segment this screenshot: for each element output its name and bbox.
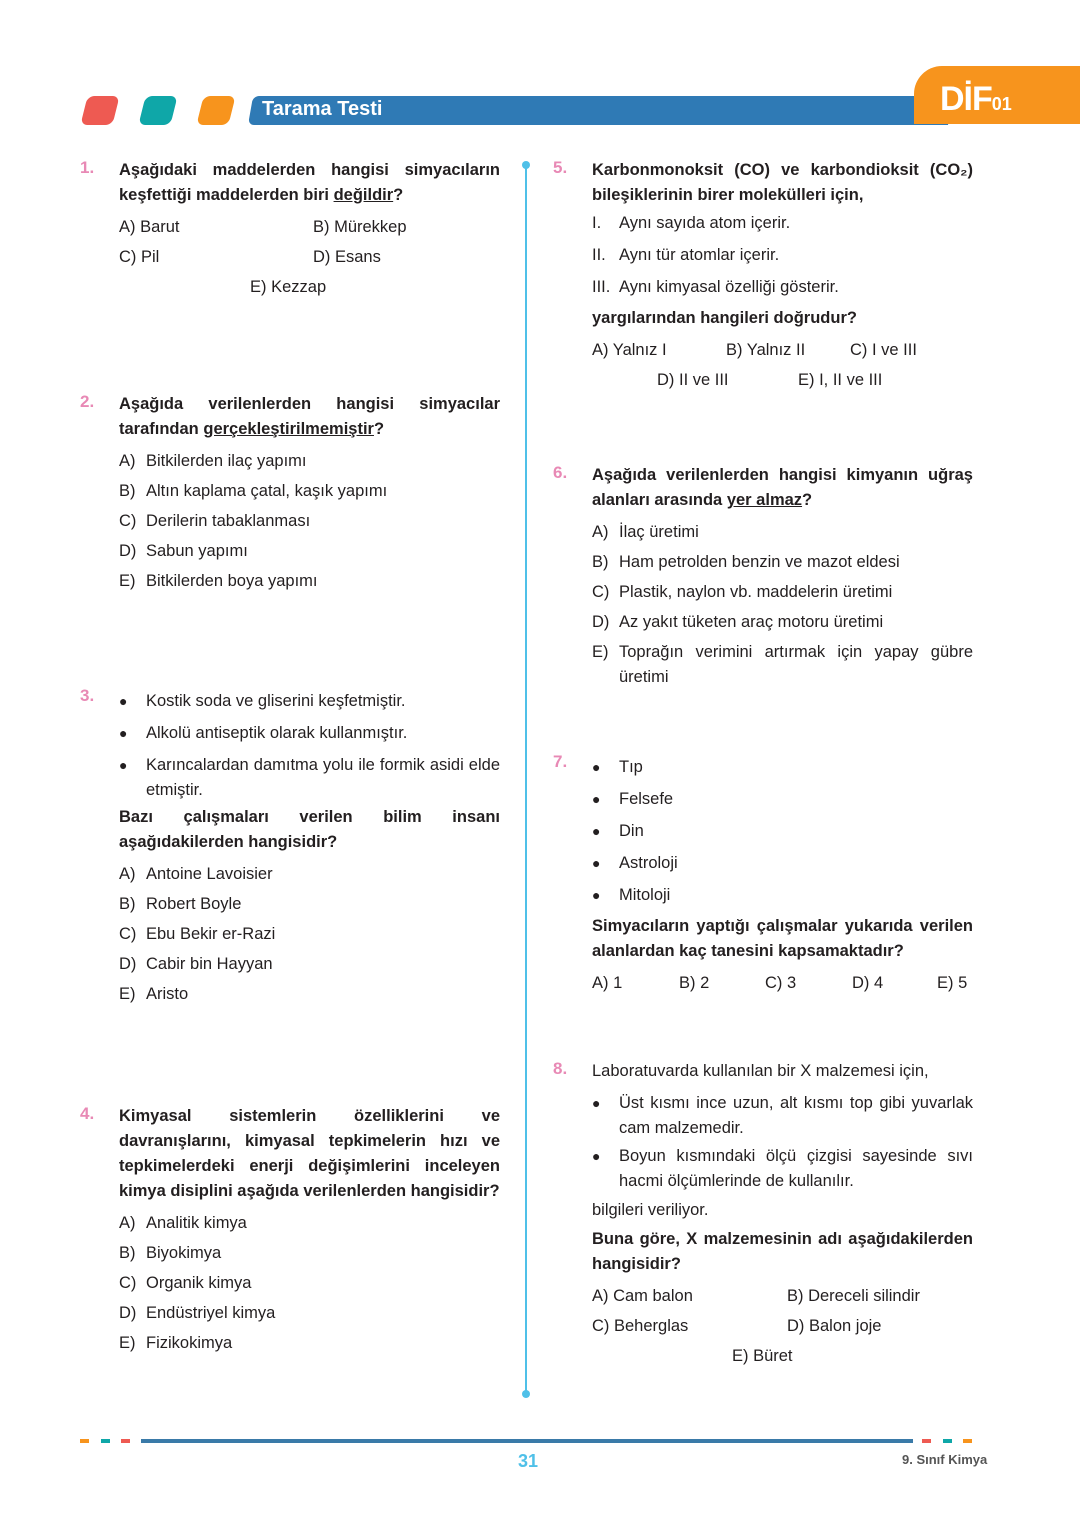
option-text: Az yakıt tüketen araç motoru üretimi bbox=[619, 612, 884, 631]
bullet-text: Boyun kısmındaki ölçü çizgisi sayesinde sıvı hacmi ölçümlerinde de kullanılır. bbox=[619, 1147, 973, 1190]
option-d[interactable] bbox=[119, 949, 500, 979]
option-letter: B) bbox=[119, 894, 136, 913]
option-letter: E) bbox=[119, 571, 136, 590]
option-letter: E) bbox=[119, 1333, 136, 1352]
option-b[interactable] bbox=[119, 1238, 500, 1268]
option-d[interactable]: D) Balon joje bbox=[787, 1317, 882, 1335]
option-row bbox=[119, 212, 500, 242]
option-text: Plastik, naylon vb. maddelerin üretimi bbox=[619, 582, 893, 601]
bullet-icon: ● bbox=[119, 757, 128, 773]
book-title: 9. Sınıf Kimya bbox=[902, 1452, 988, 1467]
option-c[interactable] bbox=[119, 919, 500, 949]
bullet-text: Kostik soda ve gliserini keşfetmiştir. bbox=[146, 692, 406, 710]
question-5 bbox=[592, 158, 973, 395]
question-number: 5. bbox=[553, 158, 568, 177]
stem-text: Aşağıda verilenlerden hangisi kimyanın uğraş alanları arasında bbox=[592, 466, 973, 509]
option-row bbox=[592, 1281, 973, 1311]
option-list bbox=[592, 1281, 973, 1371]
question-stem bbox=[119, 392, 500, 442]
option-e[interactable] bbox=[592, 637, 973, 690]
option-a[interactable]: A) Barut bbox=[119, 218, 180, 236]
option-b[interactable]: B) Mürekkep bbox=[313, 218, 407, 236]
question-prompt: yargılarından hangileri doğrudur? bbox=[592, 309, 857, 327]
option-list bbox=[119, 859, 500, 1009]
bullet-item bbox=[592, 816, 973, 848]
option-letter: A) bbox=[119, 451, 136, 470]
option-a[interactable]: A) 1 bbox=[592, 974, 623, 992]
option-c[interactable] bbox=[592, 577, 973, 607]
option-text: Antoine Lavoisier bbox=[146, 864, 273, 883]
option-e[interactable]: E) I, II ve III bbox=[798, 371, 883, 389]
bullet-text: Din bbox=[619, 822, 644, 840]
bullet-item bbox=[592, 1088, 973, 1141]
bullet-icon: ● bbox=[592, 1148, 601, 1164]
dif-label: DİF bbox=[940, 80, 992, 118]
question-4 bbox=[119, 1104, 500, 1358]
option-e[interactable]: E) Büret bbox=[732, 1347, 793, 1365]
option-letter: E) bbox=[119, 984, 136, 1003]
question-stem bbox=[119, 805, 500, 855]
option-text: Analitik kimya bbox=[146, 1213, 247, 1232]
bullet-item bbox=[592, 784, 973, 816]
bullet-text: Felsefe bbox=[619, 790, 674, 808]
bullet-icon: ● bbox=[119, 693, 128, 709]
option-row bbox=[592, 968, 973, 998]
option-text: Fizikokimya bbox=[146, 1333, 233, 1352]
bullet-icon: ● bbox=[119, 725, 128, 741]
question-number: 3. bbox=[80, 686, 95, 705]
stem-text: Karbonmonoksit (CO) ve karbondioksit (CO₂) bileşiklerinin birer molekülleri için, bbox=[592, 161, 973, 204]
dif-badge-text bbox=[940, 80, 1012, 119]
option-d[interactable] bbox=[119, 536, 500, 566]
statement-numeral: I. bbox=[592, 214, 602, 232]
bullet-icon: ● bbox=[592, 791, 601, 807]
option-e[interactable]: E) Kezzap bbox=[250, 278, 327, 296]
question-number: 2. bbox=[80, 392, 95, 411]
option-list bbox=[119, 1208, 500, 1358]
stem-emphasis: gerçekleştirilmemiştir bbox=[203, 420, 374, 438]
stem-text: Aşağıda verilenlerden hangisi simyacılar tarafından bbox=[119, 395, 500, 438]
option-row bbox=[592, 1341, 973, 1371]
option-letter: A) bbox=[119, 864, 136, 883]
stem-text: Bazı çalışmaları verilen bilim insanı aşağıdakilerden hangisidir? bbox=[119, 808, 500, 851]
option-text: Biyokimya bbox=[146, 1243, 222, 1262]
option-c[interactable] bbox=[119, 506, 500, 536]
option-b[interactable] bbox=[119, 476, 500, 506]
option-letter: A) bbox=[119, 1213, 136, 1232]
option-letter: C) bbox=[119, 511, 137, 530]
option-letter: B) bbox=[119, 481, 136, 500]
question-number: 4. bbox=[80, 1104, 95, 1123]
question-6 bbox=[592, 463, 973, 690]
stem-text: Simyacıların yaptığı çalışmalar yukarıda verilen alanlardan kaç tanesini kapsamaktadır? bbox=[592, 917, 973, 960]
question-intro: Laboratuvarda kullanılan bir X malzemesi için, bbox=[592, 1062, 929, 1080]
stem-text: Aşağıdaki maddelerden hangisi simyacıların keşfettiği maddelerden biri bbox=[119, 161, 500, 204]
option-text: Derilerin tabaklanması bbox=[146, 511, 311, 530]
header-tab-teal bbox=[138, 96, 177, 125]
option-a[interactable]: A) Yalnız I bbox=[592, 341, 667, 359]
option-letter: D) bbox=[119, 1303, 137, 1322]
footer-mark bbox=[101, 1439, 110, 1443]
option-list bbox=[592, 968, 973, 998]
stem-text: Buna göre, X malzemesinin adı aşağıdakilerden hangisidir? bbox=[592, 1230, 973, 1273]
option-list bbox=[592, 335, 973, 395]
footer-mark bbox=[963, 1439, 972, 1443]
option-row bbox=[592, 335, 973, 365]
stem-text: ? bbox=[393, 186, 404, 204]
option-b[interactable]: B) Dereceli silindir bbox=[787, 1287, 920, 1305]
question-stem bbox=[119, 158, 500, 208]
option-text: Organik kimya bbox=[146, 1273, 252, 1292]
question-7 bbox=[592, 752, 973, 998]
option-text: Bitkilerden boya yapımı bbox=[146, 571, 318, 590]
bullet-text: Karıncalardan damıtma yolu ile formik asidi elde etmiştir. bbox=[146, 756, 500, 799]
option-list bbox=[592, 517, 973, 690]
option-c[interactable]: C) I ve III bbox=[850, 341, 917, 359]
option-list bbox=[119, 212, 500, 302]
option-a[interactable] bbox=[592, 517, 973, 547]
option-e[interactable] bbox=[119, 566, 500, 596]
option-text: Toprağın verimini artırmak için yapay gübre üretimi bbox=[619, 643, 973, 686]
option-text: İlaç üretimi bbox=[619, 522, 699, 541]
question-after: bilgileri veriliyor. bbox=[592, 1201, 709, 1219]
option-c[interactable]: C) Beherglas bbox=[592, 1317, 689, 1335]
option-e[interactable]: E) 5 bbox=[937, 974, 968, 992]
divider-dot-top bbox=[522, 161, 530, 169]
option-a[interactable]: A) Cam balon bbox=[592, 1287, 693, 1305]
footer-mark bbox=[121, 1439, 130, 1443]
option-letter: C) bbox=[592, 582, 610, 601]
option-text: Bitkilerden ilaç yapımı bbox=[146, 451, 307, 470]
option-row bbox=[119, 242, 500, 272]
footer-line bbox=[141, 1439, 913, 1443]
footer-mark bbox=[80, 1439, 89, 1443]
question-8 bbox=[592, 1059, 973, 1371]
option-a[interactable] bbox=[119, 859, 500, 889]
option-d[interactable]: D) 4 bbox=[852, 974, 884, 992]
bullet-item bbox=[119, 750, 500, 803]
option-row bbox=[592, 1311, 973, 1341]
option-e[interactable] bbox=[119, 979, 500, 1009]
option-text: Ham petrolden benzin ve mazot eldesi bbox=[619, 552, 900, 571]
bullet-icon: ● bbox=[592, 887, 601, 903]
option-text: Robert Boyle bbox=[146, 894, 242, 913]
stem-emphasis: değildir bbox=[333, 186, 394, 204]
statement bbox=[592, 240, 973, 272]
statement-numeral: III. bbox=[592, 278, 611, 296]
statement-text: Aynı kimyasal özelliği gösterir. bbox=[619, 278, 839, 296]
option-text: Aristo bbox=[146, 984, 189, 1003]
question-number: 7. bbox=[553, 752, 568, 771]
question-2 bbox=[119, 392, 500, 596]
statement-numeral: II. bbox=[592, 246, 606, 264]
option-list bbox=[119, 446, 500, 596]
bullet-text: Tıp bbox=[619, 758, 643, 776]
option-b[interactable] bbox=[592, 547, 973, 577]
page-number: 31 bbox=[518, 1451, 539, 1471]
question-stem bbox=[119, 1104, 500, 1204]
option-letter: A) bbox=[592, 522, 609, 541]
column-divider bbox=[525, 165, 527, 1393]
stem-text: Kimyasal sistemlerin özelliklerini ve davranışlarını, kimyasal tepkimelerin hızı ve tepkimelerdeki enerji değişimlerini inceleyen kimya disiplini aşağıda verilenlerden hangisidir? bbox=[119, 1107, 500, 1200]
option-d[interactable]: D) Esans bbox=[313, 248, 381, 266]
option-text: Altın kaplama çatal, kaşık yapımı bbox=[146, 481, 388, 500]
option-row bbox=[592, 365, 973, 395]
bullet-icon: ● bbox=[592, 759, 601, 775]
option-a[interactable] bbox=[119, 1208, 500, 1238]
stem-text: ? bbox=[802, 491, 813, 509]
footer-mark bbox=[922, 1439, 931, 1443]
option-d[interactable]: D) II ve III bbox=[657, 371, 729, 389]
bullet-item bbox=[592, 880, 973, 912]
header-tab-orange bbox=[196, 96, 235, 125]
statement-text: Aynı sayıda atom içerir. bbox=[619, 214, 791, 232]
bullet-item bbox=[119, 718, 500, 750]
question-stem bbox=[592, 1227, 973, 1277]
footer-mark bbox=[943, 1439, 952, 1443]
bullet-icon: ● bbox=[592, 855, 601, 871]
option-text: Cabir bin Hayyan bbox=[146, 954, 273, 973]
bullet-item bbox=[592, 1141, 973, 1194]
option-text: Endüstriyel kimya bbox=[146, 1303, 276, 1322]
option-letter: D) bbox=[119, 541, 137, 560]
option-row bbox=[119, 272, 500, 302]
option-d[interactable] bbox=[592, 607, 973, 637]
statement-text: Aynı tür atomlar içerir. bbox=[619, 246, 780, 264]
dif-number: 01 bbox=[991, 94, 1012, 114]
question-3 bbox=[119, 686, 500, 1009]
option-text: Ebu Bekir er-Razi bbox=[146, 924, 276, 943]
bullet-text: Astroloji bbox=[619, 854, 678, 872]
option-c[interactable]: C) Pil bbox=[119, 248, 160, 266]
option-d[interactable] bbox=[119, 1298, 500, 1328]
header-tab-red bbox=[80, 96, 119, 125]
bullet-icon: ● bbox=[592, 1095, 601, 1111]
option-b[interactable]: B) 2 bbox=[679, 974, 710, 992]
statement bbox=[592, 208, 973, 240]
option-letter: B) bbox=[592, 552, 609, 571]
option-letter: D) bbox=[592, 612, 610, 631]
option-c[interactable] bbox=[119, 1268, 500, 1298]
bullet-text: Üst kısmı ince uzun, alt kısmı top gibi yuvarlak cam malzemedir. bbox=[619, 1094, 973, 1137]
bullet-item bbox=[592, 752, 973, 784]
stem-text: ? bbox=[373, 420, 385, 438]
option-letter: B) bbox=[119, 1243, 136, 1262]
bullet-item bbox=[119, 686, 500, 718]
option-a[interactable] bbox=[119, 446, 500, 476]
question-stem bbox=[592, 463, 973, 513]
option-text: Sabun yapımı bbox=[146, 541, 248, 560]
option-letter: C) bbox=[119, 1273, 137, 1292]
page-title: Tarama Testi bbox=[262, 98, 383, 120]
option-b[interactable]: B) Yalnız II bbox=[726, 341, 806, 359]
option-c[interactable]: C) 3 bbox=[765, 974, 797, 992]
question-number: 8. bbox=[553, 1059, 568, 1078]
question-1 bbox=[119, 158, 500, 302]
question-stem bbox=[592, 158, 973, 208]
option-letter: C) bbox=[119, 924, 137, 943]
option-e[interactable] bbox=[119, 1328, 500, 1358]
question-number: 1. bbox=[80, 158, 95, 177]
option-b[interactable] bbox=[119, 889, 500, 919]
stem-emphasis: yer almaz bbox=[726, 491, 803, 509]
bullet-text: Alkolü antiseptik olarak kullanmıştır. bbox=[146, 724, 408, 742]
question-number: 6. bbox=[553, 463, 568, 482]
bullet-item bbox=[592, 848, 973, 880]
option-letter: E) bbox=[592, 643, 609, 661]
statement bbox=[592, 272, 973, 304]
question-stem bbox=[592, 914, 973, 964]
bullet-icon: ● bbox=[592, 823, 601, 839]
divider-dot-bottom bbox=[522, 1390, 530, 1398]
option-letter: D) bbox=[119, 954, 137, 973]
bullet-text: Mitoloji bbox=[619, 886, 671, 904]
